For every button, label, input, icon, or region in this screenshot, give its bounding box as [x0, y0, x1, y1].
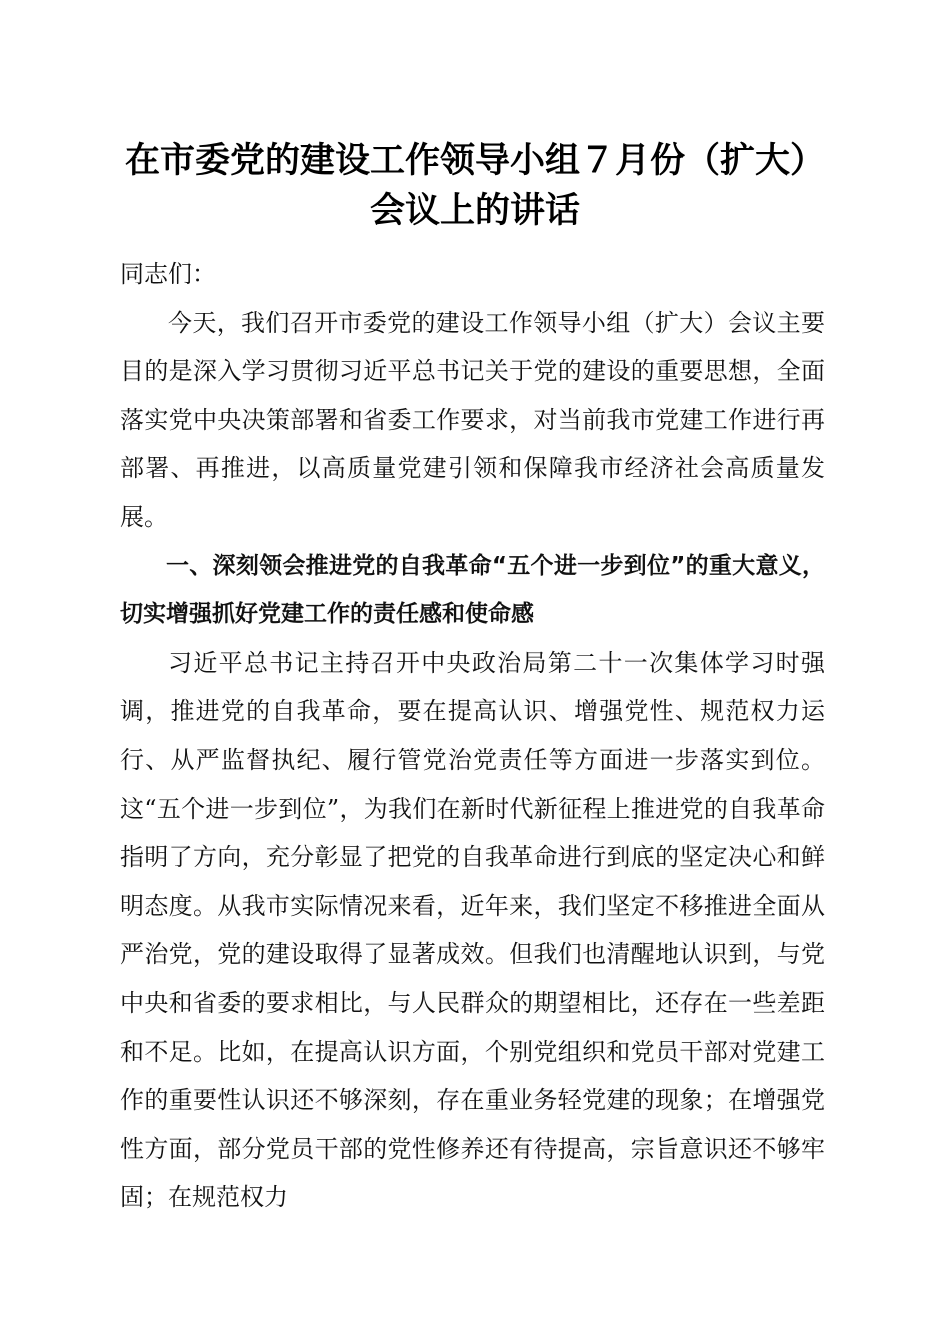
- title-line-2: 会议上的讲话: [369, 190, 580, 231]
- title-line-1: 在市委党的建设工作领导小组７月份（扩大）: [124, 140, 825, 181]
- document-title: [100, 136, 850, 236]
- salutation: 同志们：: [120, 260, 216, 288]
- paragraph-section-1: 习近平总书记主持召开中央政治局第二十一次集体学习时强调，推进党的自我革命，要在提高认识、增强党性、规范权力运行、从严监督执纪、履行管党治党责任等方面进一步落实到位。这“五个进一步到位”，为我们在新时代新征程上推进党的自我革命指明了方向，充分彰显了把党的自我革命进行到底的坚定决心和鲜明态度。从我市实际情况来看，近年来，我们坚定不移推进全面从严治党，党的建设取得了显著成效。但我们也清醒地认识到，与党中央和省委的要求相比，与人民群众的期望相比，还存在一些差距和不足。比如，在提高认识方面，个别党组织和党员干部对党建工作的重要性认识还不够深刻，存在重业务轻党建的现象；在增强党性方面，部分党员干部的党性修养还有待提高，宗旨意识还不够牢固；在规范权力: [120, 648, 825, 1212]
- section-heading-1: 一、深刻领会推进党的自我革命“五个进一步到位”的重大意义，切实增强抓好党建工作的责任感和使命感: [120, 552, 825, 628]
- document-body: [120, 250, 825, 1222]
- paragraph-intro: 今天，我们召开市委党的建设工作领导小组（扩大）会议主要目的是深入学习贯彻习近平总书记关于党的建设的重要思想，全面落实党中央决策部署和省委工作要求，对当前我市党建工作进行再部署、再推进，以高质量党建引领和保障我市经济社会高质量发展。: [120, 308, 825, 531]
